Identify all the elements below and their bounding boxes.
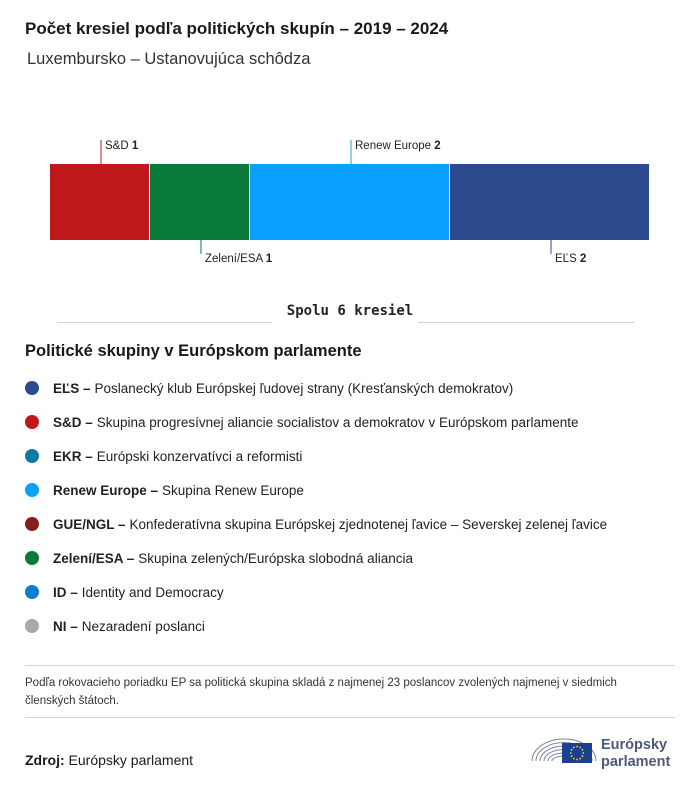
seat-bar-chart — [0, 130, 700, 275]
bar-segment-s-d — [50, 164, 149, 240]
note-divider-top — [25, 665, 675, 666]
chart-subtitle: Luxembursko – Ustanovujúca schôdza — [27, 50, 311, 68]
legend-name: Poslanecký klub Európskej ľudovej strany (Kresťanských demokratov) — [94, 380, 514, 396]
legend-title: Politické skupiny v Európskom parlamente — [25, 342, 362, 360]
footnote: Podľa rokovacieho poriadku EP sa politická skupina skladá z najmenej 23 poslancov zvolených najmenej v siedmich členských štátoch. — [25, 677, 617, 707]
legend-item — [25, 371, 607, 405]
legend-name: Skupina Renew Europe — [162, 482, 304, 498]
source — [25, 752, 193, 768]
source-value: Európsky parlament — [68, 752, 194, 768]
legend-item — [25, 575, 607, 609]
chart-title: Počet kresiel podľa politických skupín – 2019 – 2024 — [25, 19, 449, 38]
legend-name: Skupina zelených/Európska slobodná aliancia — [138, 550, 413, 566]
legend-abbr: ID – — [53, 584, 78, 600]
legend-swatch-icon — [25, 449, 39, 463]
legend-name: Nezaradení poslanci — [81, 618, 205, 634]
bar-segment-zelen-esa — [150, 164, 249, 240]
total-seats-label: Spolu 6 kresiel — [286, 303, 414, 319]
legend — [25, 371, 607, 643]
legend-abbr: GUE/NGL – — [53, 516, 126, 532]
legend-item — [25, 507, 607, 541]
legend-abbr: EĽS – — [53, 380, 91, 396]
bar-segment-e-s — [450, 164, 649, 240]
logo-wordmark: Európsky parlament — [601, 737, 671, 770]
legend-abbr: EKR – — [53, 448, 93, 464]
legend-swatch-icon — [25, 415, 39, 429]
legend-swatch-icon — [25, 381, 39, 395]
legend-swatch-icon — [25, 551, 39, 565]
legend-name: Európski konzervatívci a reformisti — [96, 448, 303, 464]
bar-segment-renew-europe — [250, 164, 449, 240]
legend-swatch-icon — [25, 619, 39, 633]
legend-abbr: Zelení/ESA – — [53, 550, 135, 566]
legend-name: Identity and Democracy — [81, 584, 224, 600]
legend-swatch-icon — [25, 483, 39, 497]
legend-item — [25, 439, 607, 473]
legend-item — [25, 609, 607, 643]
legend-abbr: S&D – — [53, 414, 93, 430]
source-label: Zdroj: — [25, 752, 65, 768]
legend-swatch-icon — [25, 585, 39, 599]
data-label-0: S&D 1 — [105, 140, 139, 152]
legend-name: Skupina progresívnej aliancie socialistov a demokratov v Európskom parlamente — [96, 414, 579, 430]
legend-abbr: NI – — [53, 618, 78, 634]
total-divider-left — [57, 322, 272, 323]
legend-swatch-icon — [25, 517, 39, 531]
note-divider-bottom — [25, 717, 675, 718]
data-label-3: EĽS 2 — [555, 253, 587, 265]
legend-abbr: Renew Europe – — [53, 482, 159, 498]
legend-item — [25, 405, 607, 439]
total-divider-right — [418, 322, 634, 323]
legend-item — [25, 541, 607, 575]
data-label-1: Zelení/ESA 1 — [205, 253, 273, 265]
legend-item — [25, 473, 607, 507]
data-label-2: Renew Europe 2 — [355, 140, 441, 152]
legend-name: Konfederatívna skupina Európskej zjednotenej ľavice – Severskej zelenej ľavice — [129, 516, 608, 532]
